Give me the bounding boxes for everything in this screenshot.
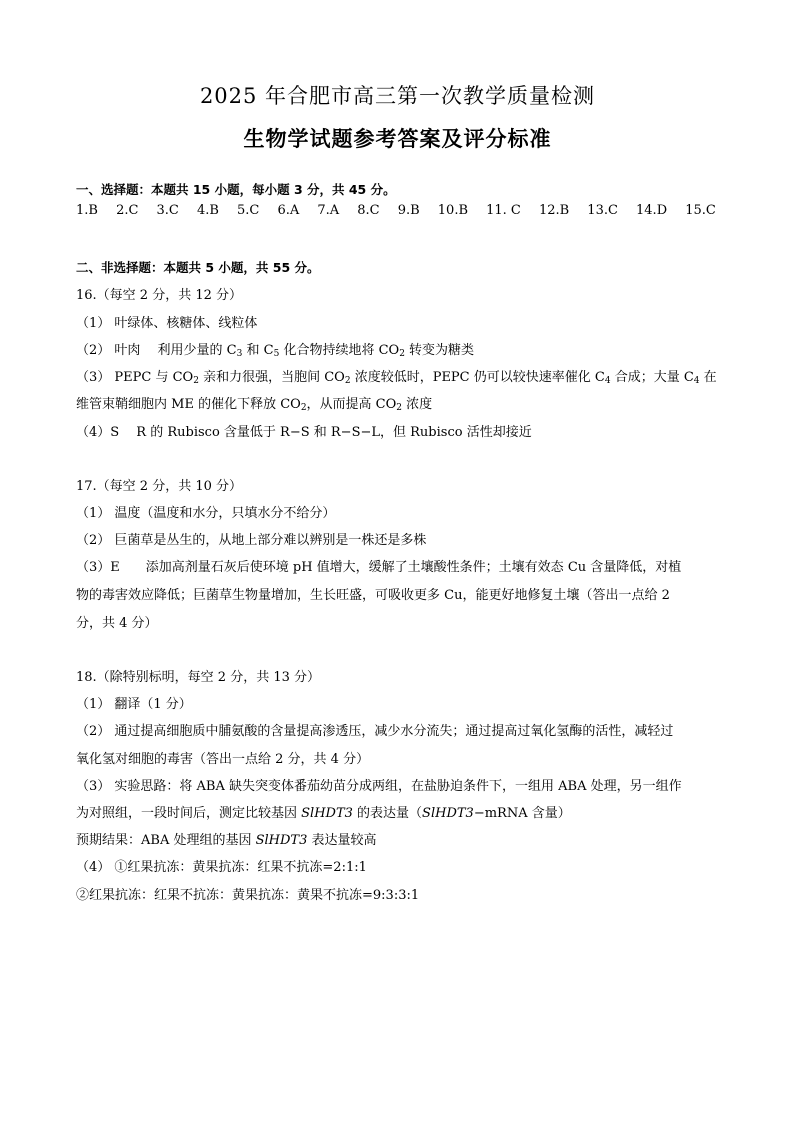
q18-answer-4-line2: ②红果抗冻：红果不抗冻：黄果抗冻：黄果不抗冻=9:3:3:1 bbox=[76, 888, 420, 903]
q18-answer-2-line2: 氧化氢对细胞的毒害（答出一点给 2 分，共 4 分） bbox=[76, 752, 370, 767]
gene-name: SlHDT3 bbox=[301, 806, 353, 821]
q18-answer-3-line2: 为对照组，一段时间后，测定比较基因 SlHDT3 的表达量（SlHDT3−mRNA 含量） bbox=[76, 806, 571, 821]
q17-answer-3-line2: 物的毒害效应降低；巨菌草生物量增加，生长旺盛，可吸收更多 Cu，能更好地修复土壤（答出一点给 2 bbox=[76, 588, 670, 603]
q16-answer-1: （1） 叶绿体、核糖体、线粒体 bbox=[76, 316, 258, 331]
document-subtitle: 生物学试题参考答案及评分标准 bbox=[243, 127, 552, 151]
answer-item: 14.D bbox=[636, 203, 668, 218]
answer-item: 4.B bbox=[196, 203, 219, 218]
answer-item: 9.B bbox=[397, 203, 420, 218]
q17-answer-1: （1） 温度（温度和水分，只填水分不给分） bbox=[76, 506, 336, 521]
q18-answer-2-line1: （2） 通过提高细胞质中脯氨酸的含量提高渗透压，减少水分流失；通过提高过氧化氢酶的活性，减轻过 bbox=[76, 724, 674, 739]
choice-answers-row bbox=[76, 203, 716, 218]
answer-item: 2.C bbox=[116, 203, 139, 218]
q18-answer-1: （1） 翻译（1 分） bbox=[76, 697, 192, 712]
q18-answer-4-line1: （4） ①红果抗冻：黄果抗冻：红果不抗冻=2:1:1 bbox=[76, 860, 367, 875]
answer-item: 3.C bbox=[156, 203, 179, 218]
q16-header: 16.（每空 2 分，共 12 分） bbox=[76, 288, 243, 303]
q16-answer-3-line2: 维管束鞘细胞内 ME 的催化下释放 $CO_2$，从而提高 $CO_2$ 浓度 bbox=[76, 397, 433, 413]
q16-answer-3-line1: （3） PEPC 与 $CO_2$ 亲和力很强，当胞间 $CO_2$ 浓度较低时，PEPC 仍可以较快速率催化 $C_4$ 合成；大量 $C_4$ 在 bbox=[76, 370, 717, 386]
answer-item: 13.C bbox=[587, 203, 618, 218]
section2-heading: 二、非选择题：本题共 5 小题，共 55 分。 bbox=[76, 260, 320, 275]
q17-answer-3-line1: （3）E 添加高剂量石灰后使环境 pH 值增大，缓解了土壤酸性条件；土壤有效态 Cu 含量降低，对植 bbox=[76, 560, 682, 575]
answer-item: 10.B bbox=[437, 203, 469, 218]
gene-name: SlHDT3 bbox=[255, 833, 308, 848]
answer-item: 5.C bbox=[237, 203, 260, 218]
answer-item: 15.C bbox=[685, 203, 716, 218]
document-title: 2025 年合肥市高三第一次教学质量检测 bbox=[199, 84, 596, 108]
q18-header: 18.（除特别标明，每空 2 分，共 13 分） bbox=[76, 670, 321, 685]
answer-item: 12.B bbox=[538, 203, 570, 218]
gene-name: SlHDT3 bbox=[422, 806, 474, 821]
q18-answer-3-line1: （3） 实验思路：将 ABA 缺失突变体番茄幼苗分成两组，在盐胁迫条件下，一组用 ABA 处理，另一组作 bbox=[76, 779, 682, 794]
section1-heading: 一、选择题：本题共 15 小题，每小题 3 分，共 45 分。 bbox=[76, 182, 396, 197]
q18-answer-3-line3: 预期结果：ABA 处理组的基因 SlHDT3 表达量较高 bbox=[76, 833, 377, 848]
answer-item: 11. C bbox=[486, 203, 521, 218]
q16-answer-4: （4）S R 的 Rubisco 含量低于 R−S 和 R−S−L，但 Rubisco 活性却接近 bbox=[76, 425, 532, 440]
q17-answer-3-line3: 分，共 4 分） bbox=[76, 616, 158, 631]
answer-item: 7.A bbox=[317, 203, 340, 218]
answer-item: 6.A bbox=[277, 203, 300, 218]
q16-answer-2: （2） 叶肉 利用少量的 $C_3$ 和 $C_5$ 化合物持续地将 $CO_2$ 转变为糖类 bbox=[76, 343, 475, 359]
q17-header: 17.（每空 2 分，共 10 分） bbox=[76, 479, 243, 494]
answer-item: 8.C bbox=[357, 203, 380, 218]
answer-item: 1.B bbox=[76, 203, 98, 218]
q17-answer-2: （2） 巨菌草是丛生的，从地上部分难以辨别是一株还是多株 bbox=[76, 533, 427, 548]
